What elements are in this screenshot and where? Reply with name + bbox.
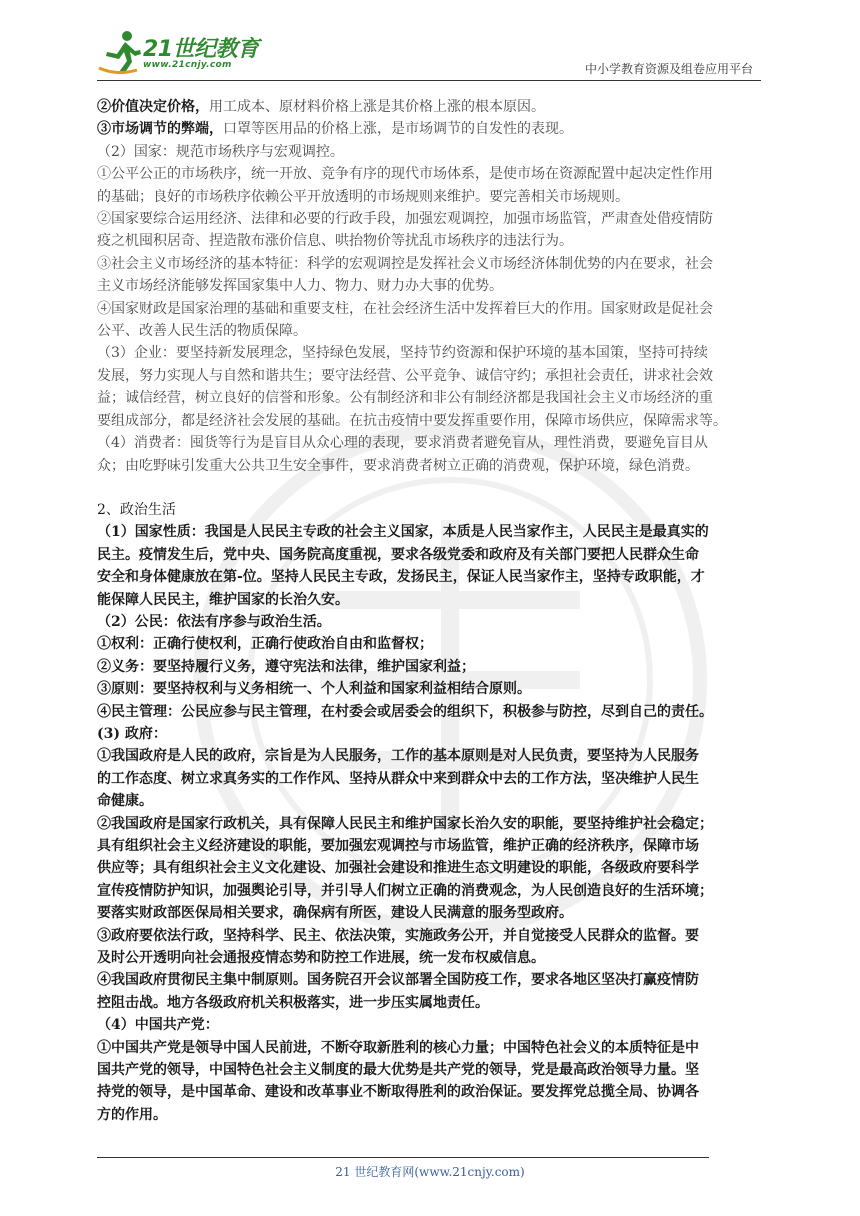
text-line: ①权利：正确行使权利，正确行使政治自由和监督权； <box>97 636 433 653</box>
platform-name: 中小学教育资源及组卷应用平台 <box>584 62 753 76</box>
site-logo[interactable] <box>97 28 267 76</box>
paragraph <box>97 499 765 521</box>
text-line: ④国家财政是国家治理的基础和重要支柱，在社会经济生活中发挥着巨大的作用。国家财政是促社会 <box>97 300 713 317</box>
text-line: （4）中国共产党： <box>97 1017 219 1034</box>
logo-url: www.21cnjy.com <box>143 60 232 70</box>
text-line: ①中国共产党是领导中国人民前进，不断夺取新胜利的核心力量；中国特色社会义的本质特征是中 <box>97 1039 699 1056</box>
text-line: ④民主管理：公民应参与民主管理，在村委会或居委会的组织下，积极参与防控，尽到自己的责任。 <box>97 703 713 720</box>
text-line: 众；由吃野味引发重大公共卫生安全事件，要求消费者树立正确的消费观，保护环境，绿色消费。 <box>97 457 699 474</box>
text-line: 2、政治生活 <box>97 501 176 518</box>
text-line: 方的作用。 <box>97 1106 167 1123</box>
text-line: 要落实财政部医保局相关要求，确保病有所医，建设人民满意的服务型政府。 <box>97 905 573 922</box>
logo-text: 21世纪教育 <box>143 37 259 62</box>
text-line: 疫之机囤积居奇、捏造散布涨价信息、哄抬物价等扰乱市场秩序的违法行为。 <box>97 233 573 250</box>
paragraph <box>97 969 765 1014</box>
text-line: 控阻击战。地方各级政府机关积极落实，进一步压实属地责任。 <box>97 994 489 1011</box>
text-line: 公平、改善人民生活的物质保障。 <box>97 323 307 340</box>
footer-divider <box>97 1157 709 1158</box>
text-line: （3）企业：要坚持新发展理念，坚持绿色发展，坚持节约资源和保护环境的基本国策，坚持可持续 <box>97 345 708 362</box>
text-line: 民主。疫情发生后，党中央、国务院高度重视，要求各级党委和政府及有关部门要把人民群众生命 <box>97 546 699 563</box>
paragraph <box>97 208 765 253</box>
text-line: ③政府要依法行政，坚持科学、民主、依法决策，实施政务公开，并自觉接受人民群众的监督。要 <box>97 927 699 944</box>
text-line: （2）公民：依法有序参与政治生活。 <box>97 613 331 630</box>
text-line: ②国家要综合运用经济、法律和必要的行政手段，加强宏观调控，加强市场监管，严肃查处借疫情防 <box>97 211 713 228</box>
runner-icon <box>97 28 145 76</box>
text-line: 命健康。 <box>97 793 153 810</box>
paragraph <box>97 342 765 432</box>
paragraph <box>97 432 765 477</box>
text-line: ③社会主义市场经济的基本特征：科学的宏观调控是发挥社会义市场经济体制优势的内在要求，社会 <box>97 255 713 272</box>
text-line: 及时公开透明向社会通报疫情态势和防控工作进展，统一发布权威信息。 <box>97 950 545 967</box>
paragraph <box>97 521 765 611</box>
header-divider <box>97 80 761 81</box>
text-line: ④我国政府贯彻民主集中制原则。国务院召开会议部署全国防疫工作，要求各地区坚决打赢疫情防 <box>97 972 699 989</box>
text-line: 要组成部分，都是经济社会发展的基础。在抗击疫情中要发挥重要作用，保障市场供应，保障需求等。 <box>97 412 727 429</box>
paragraph <box>97 678 765 700</box>
text-line: （2）国家：规范市场秩序与宏观调控。 <box>97 143 344 160</box>
text-line: 的基础；良好的市场秩序依赖公平开放透明的市场规则来维护。要完善相关市场规则。 <box>97 188 629 205</box>
paragraph <box>97 925 765 970</box>
text-line: 持党的领导，是中国革命、建设和改革事业不断取得胜利的政治保证。要发挥党总揽全局、协调各 <box>97 1084 699 1101</box>
text-line <box>97 96 765 118</box>
footer-text[interactable]: 21 世纪教育网(www.21cnjy.com) <box>335 1165 525 1179</box>
text-line: ①我国政府是人民的政府，宗旨是为人民服务，工作的基本原则是对人民负责，要坚持为人民服务 <box>97 748 699 765</box>
text-line: ②义务：要坚持履行义务，遵守宪法和法律，维护国家利益； <box>97 658 475 675</box>
text-line: 发展，努力实现人与自然和谐共生；要守法经营、公平竞争、诚信守约；承担社会责任，讲求社会效 <box>97 367 713 384</box>
document-body <box>97 96 765 1126</box>
paragraph <box>97 723 765 745</box>
text-line: ①公平公正的市场秩序，统一开放、竞争有序的现代市场体系，是使市场在资源配置中起决定性作用 <box>97 166 713 183</box>
paragraph <box>97 1014 765 1036</box>
text-line: 主义市场经济能够发挥国家集中人力、物力、财力办大事的优势。 <box>97 278 503 295</box>
text-line: 能保障人民民主，维护国家的长治久安。 <box>97 591 349 608</box>
text-line: 国共产党的领导，中国特色社会主义制度的最大优势是共产党的领导，党是最高政治领导力量。坚 <box>97 1062 699 1079</box>
paragraph <box>97 141 765 163</box>
bold-lead: ②价值决定价格， <box>97 99 209 115</box>
text-line: 益；诚信经营，树立良好的信誉和形象。公有制经济和非公有制经济都是我国社会主义市场经济的重 <box>97 390 713 407</box>
text-line <box>97 118 765 140</box>
text-line: (3) 政府： <box>97 725 167 742</box>
text-run: 用工成本、原材料价格上涨是其价格上涨的根本原因。 <box>209 99 545 115</box>
text-line: ②我国政府是国家行政机关，具有保障人民民主和维护国家长治久安的职能，要坚持维护社会稳定； <box>97 815 713 832</box>
text-line: 安全和身体健康放在第-位。坚持人民民主专政，发扬民主，保证人民当家作主，坚持专政职能，才 <box>97 569 705 586</box>
paragraph <box>97 701 765 723</box>
text-line: 宣传疫情防护知识，加强舆论引导，并引导人们树立正确的消费观念，为人民创造良好的生活环境； <box>97 882 713 899</box>
paragraph <box>97 163 765 208</box>
page-header <box>97 28 761 80</box>
paragraph <box>97 1037 765 1127</box>
text-line: ③原则：要坚持权利与义务相统一、个人利益和国家利益相结合原则。 <box>97 681 531 698</box>
text-line: （4）消费者：囤货等行为是盲目从众心理的表现，要求消费者避免盲从，理性消费，要避免盲目从 <box>97 435 708 452</box>
paragraph <box>97 656 765 678</box>
text-line: 供应等；具有组织社会主义文化建设、加强社会建设和推进生态文明建设的职能，各级政府要科学 <box>97 860 699 877</box>
paragraph <box>97 745 765 812</box>
paragraph-gap <box>97 477 765 499</box>
paragraph <box>97 118 765 140</box>
text-line: （1）国家性质：我国是人民民主专政的社会主义国家，本质是人民当家作主，人民民主是最真实的 <box>97 524 709 541</box>
text-line: 具有组织社会主义经济建设的职能，要加强宏观调控与市场监管，维护正确的经济秩序，保障市场 <box>97 838 699 854</box>
text-run: 口罩等医用品的价格上涨，是市场调节的自发性的表现。 <box>223 121 573 138</box>
bold-lead: ③市场调节的弊端， <box>97 121 223 138</box>
paragraph <box>97 633 765 655</box>
paragraph <box>97 298 765 343</box>
text-line: 的工作态度、树立求真务实的工作作风、坚持从群众中来到群众中去的工作方法，坚决维护人民生 <box>97 770 699 787</box>
paragraph <box>97 253 765 298</box>
paragraph <box>97 96 765 118</box>
paragraph <box>97 611 765 633</box>
paragraph <box>97 813 765 925</box>
